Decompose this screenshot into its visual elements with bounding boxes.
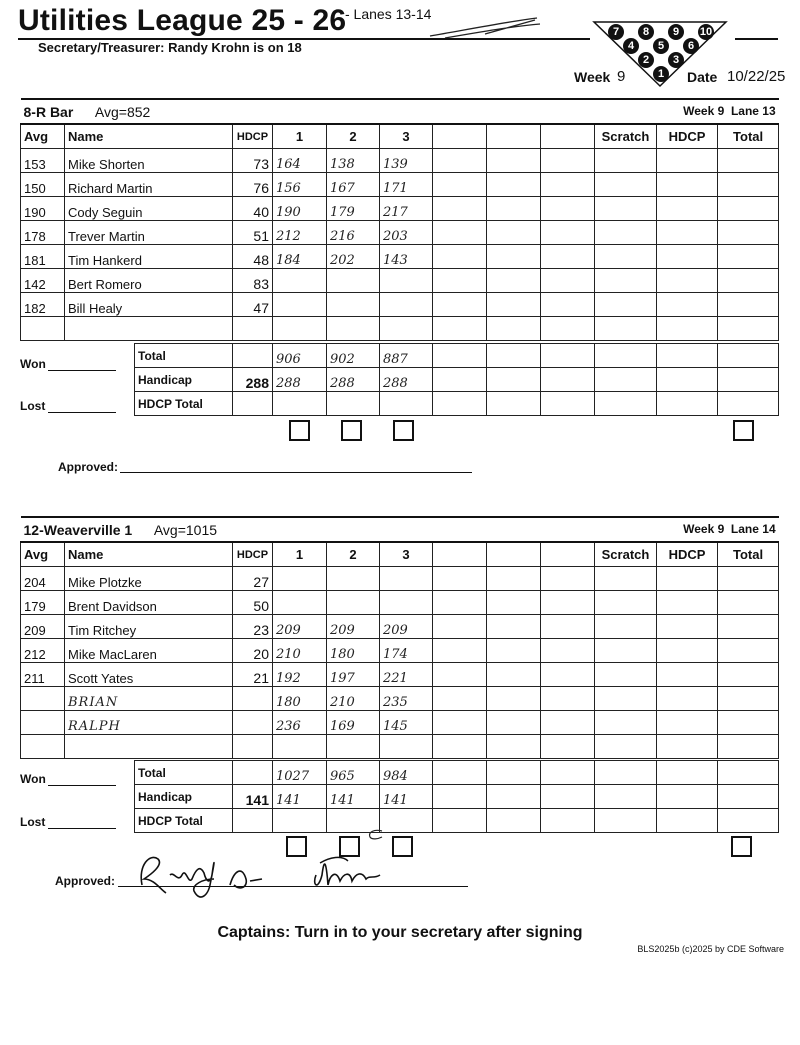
secretary-note: Secretary/Treasurer: Randy Krohn is on 18 <box>38 40 302 55</box>
handicap-game3[interactable]: 141 <box>380 785 433 809</box>
player-avg: 212 <box>21 639 65 663</box>
won-label: Won <box>20 357 46 371</box>
table-row <box>21 197 779 221</box>
pin-6: 6 <box>683 38 699 54</box>
game2-score[interactable] <box>327 567 380 591</box>
game3-score[interactable]: 217 <box>380 197 433 221</box>
pin-1: 1 <box>653 66 669 82</box>
table-row <box>21 591 779 615</box>
sub-player-name[interactable]: BRIAN <box>65 687 233 711</box>
lost-line[interactable] <box>48 412 116 413</box>
game3-score[interactable] <box>380 567 433 591</box>
game2-score[interactable]: 179 <box>327 197 380 221</box>
hdcp-total-label: HDCP Total <box>135 392 233 416</box>
handicap-label: Handicap <box>135 785 233 809</box>
player-hdcp: 47 <box>233 293 273 317</box>
table-row-sub <box>21 687 779 711</box>
game1-score[interactable] <box>273 269 327 293</box>
player-name: Mike Plotzke <box>65 567 233 591</box>
game1-score[interactable] <box>273 591 327 615</box>
game1-score[interactable] <box>273 567 327 591</box>
team2-totals-table <box>134 760 779 833</box>
pin-9: 9 <box>668 24 684 40</box>
player-hdcp: 40 <box>233 197 273 221</box>
player-avg: 181 <box>21 245 65 269</box>
player-name: Brent Davidson <box>65 591 233 615</box>
col-game1: 1 <box>273 542 327 567</box>
game2-score[interactable]: 180 <box>327 639 380 663</box>
table-row <box>21 173 779 197</box>
week-value: 9 <box>617 68 626 85</box>
approved-signature-line[interactable] <box>120 472 472 473</box>
lost-line[interactable] <box>48 828 116 829</box>
game3-score[interactable] <box>380 269 433 293</box>
player-hdcp: 83 <box>233 269 273 293</box>
col-hdcp: HDCP <box>233 542 273 567</box>
total-game3[interactable]: 984 <box>380 761 433 785</box>
player-avg: 179 <box>21 591 65 615</box>
col-game3: 3 <box>380 542 433 567</box>
handicap-label: Handicap <box>135 368 233 392</box>
player-hdcp: 51 <box>233 221 273 245</box>
game3-score[interactable]: 203 <box>380 221 433 245</box>
col-game2: 2 <box>327 542 380 567</box>
game3-score[interactable]: 171 <box>380 173 433 197</box>
game2-score[interactable]: 216 <box>327 221 380 245</box>
col-blank <box>487 124 541 149</box>
game1-score[interactable]: 180 <box>273 687 327 711</box>
total-game2[interactable]: 902 <box>327 344 380 368</box>
hdcp-total-label: HDCP Total <box>135 809 233 833</box>
handicap-game2[interactable]: 141 <box>327 785 380 809</box>
pin-5: 5 <box>653 38 669 54</box>
total-checkbox[interactable] <box>731 836 752 857</box>
game3-score[interactable]: 221 <box>380 663 433 687</box>
col-name: Name <box>65 124 233 149</box>
table-row <box>21 639 779 663</box>
approved-label: Approved: <box>55 874 115 888</box>
game2-score[interactable]: 169 <box>327 711 380 735</box>
col-blank <box>433 124 487 149</box>
game1-score[interactable]: 209 <box>273 615 327 639</box>
table-row <box>21 567 779 591</box>
game1-score[interactable]: 236 <box>273 711 327 735</box>
col-hdcp: HDCP <box>233 124 273 149</box>
handicap-game1[interactable]: 141 <box>273 785 327 809</box>
team1-week-lane: Week 9 Lane 13 <box>683 103 776 118</box>
game3-score[interactable]: 209 <box>380 615 433 639</box>
player-avg: 211 <box>21 663 65 687</box>
player-hdcp: 20 <box>233 639 273 663</box>
team1-avg: Avg=852 <box>94 103 151 120</box>
player-avg: 204 <box>21 567 65 591</box>
table-row-empty <box>21 735 779 759</box>
handicap-game2[interactable]: 288 <box>327 368 380 392</box>
player-name: Richard Martin <box>65 173 233 197</box>
team1-score-table <box>20 98 779 341</box>
game3-score[interactable] <box>380 591 433 615</box>
player-name: Cody Seguin <box>65 197 233 221</box>
title-underline-right <box>735 38 778 40</box>
table-row <box>21 269 779 293</box>
game3-score[interactable]: 174 <box>380 639 433 663</box>
player-avg: 150 <box>21 173 65 197</box>
total-game1[interactable]: 1027 <box>273 761 327 785</box>
player-hdcp: 23 <box>233 615 273 639</box>
pin-7: 7 <box>608 24 624 40</box>
team2-week-lane: Week 9 Lane 14 <box>683 521 776 536</box>
team1-totals-table <box>134 343 779 416</box>
game3-checkbox[interactable] <box>392 836 413 857</box>
game3-score[interactable]: 143 <box>380 245 433 269</box>
lanes-label: - Lanes 13-14 <box>345 6 432 22</box>
lost-label: Lost <box>20 399 46 413</box>
won-line[interactable] <box>48 785 116 786</box>
col-game3: 3 <box>380 124 433 149</box>
handicap-game3[interactable]: 288 <box>380 368 433 392</box>
pin-10: 10 <box>699 26 713 38</box>
col-game1: 1 <box>273 124 327 149</box>
team1-header <box>21 99 779 124</box>
player-avg: 178 <box>21 221 65 245</box>
date-value: 10/22/25 <box>727 68 786 85</box>
table-row <box>21 149 779 173</box>
handicap-game1[interactable]: 288 <box>273 368 327 392</box>
game2-score[interactable]: 209 <box>327 615 380 639</box>
team2-avg: Avg=1015 <box>153 521 218 538</box>
player-avg: 142 <box>21 269 65 293</box>
player-name: Scott Yates <box>65 663 233 687</box>
game3-score[interactable]: 139 <box>380 149 433 173</box>
total-game3[interactable]: 887 <box>380 344 433 368</box>
won-line[interactable] <box>48 370 116 371</box>
player-avg: 209 <box>21 615 65 639</box>
pin-3: 3 <box>668 52 684 68</box>
table-row <box>21 663 779 687</box>
game2-score[interactable]: 167 <box>327 173 380 197</box>
player-hdcp: 50 <box>233 591 273 615</box>
table-row <box>21 221 779 245</box>
team2-name: 12-Weaverville 1 <box>23 521 133 538</box>
team-handicap-value: 141 <box>233 785 273 809</box>
game1-score[interactable]: 192 <box>273 663 327 687</box>
game3-score[interactable]: 235 <box>380 687 433 711</box>
game2-score[interactable]: 197 <box>327 663 380 687</box>
game1-score[interactable]: 190 <box>273 197 327 221</box>
handwritten-signature <box>130 845 390 907</box>
player-avg: 190 <box>21 197 65 221</box>
total-label: Total <box>135 344 233 368</box>
game2-score[interactable]: 210 <box>327 687 380 711</box>
game3-checkbox[interactable] <box>393 420 414 441</box>
game3-score[interactable]: 145 <box>380 711 433 735</box>
col-scratch: Scratch <box>595 542 657 567</box>
col-name: Name <box>65 542 233 567</box>
pin-4: 4 <box>623 38 639 54</box>
table-row-empty <box>21 317 779 341</box>
game1-score[interactable] <box>273 293 327 317</box>
game1-score[interactable]: 164 <box>273 149 327 173</box>
game2-score[interactable]: 202 <box>327 245 380 269</box>
player-hdcp: 48 <box>233 245 273 269</box>
player-name: Bert Romero <box>65 269 233 293</box>
col-game2: 2 <box>327 124 380 149</box>
table-row <box>21 245 779 269</box>
game2-score[interactable]: 138 <box>327 149 380 173</box>
total-game1[interactable]: 906 <box>273 344 327 368</box>
software-copyright: BLS2025b (c)2025 by CDE Software <box>637 944 784 954</box>
game2-checkbox[interactable] <box>341 420 362 441</box>
col-avg: Avg <box>21 124 65 149</box>
table-row <box>21 615 779 639</box>
date-label: Date <box>687 69 718 85</box>
captains-instruction: Captains: Turn in to your secretary after signing <box>217 924 583 941</box>
table-row <box>21 293 779 317</box>
player-hdcp: 27 <box>233 567 273 591</box>
game1-score[interactable]: 212 <box>273 221 327 245</box>
col-total: Total <box>718 124 779 149</box>
col-scratch: Scratch <box>595 124 657 149</box>
pin-8: 8 <box>638 24 654 40</box>
total-checkbox[interactable] <box>733 420 754 441</box>
checkbox-mark-stroke <box>364 828 386 842</box>
approved-label: Approved: <box>58 460 118 474</box>
player-avg: 153 <box>21 149 65 173</box>
league-title: Utilities League 25 - 26 <box>18 4 347 37</box>
player-name: Bill Healy <box>65 293 233 317</box>
game1-score[interactable]: 210 <box>273 639 327 663</box>
game3-score[interactable] <box>380 293 433 317</box>
player-name: Mike Shorten <box>65 149 233 173</box>
game1-checkbox[interactable] <box>289 420 310 441</box>
col-avg: Avg <box>21 542 65 567</box>
player-hdcp: 21 <box>233 663 273 687</box>
col-total: Total <box>718 542 779 567</box>
col-hdcp-total: HDCP <box>657 124 718 149</box>
game1-score[interactable]: 156 <box>273 173 327 197</box>
player-name: Tim Ritchey <box>65 615 233 639</box>
player-avg: 182 <box>21 293 65 317</box>
total-label: Total <box>135 761 233 785</box>
player-hdcp: 73 <box>233 149 273 173</box>
player-name: Trever Martin <box>65 221 233 245</box>
pin-2: 2 <box>638 52 654 68</box>
col-blank <box>541 124 595 149</box>
won-label: Won <box>20 772 46 786</box>
table-row-sub <box>21 711 779 735</box>
team-handicap-value: 288 <box>233 368 273 392</box>
week-label: Week <box>574 69 611 85</box>
player-hdcp: 76 <box>233 173 273 197</box>
player-name: Mike MacLaren <box>65 639 233 663</box>
team2-header <box>21 517 779 542</box>
team2-score-table <box>20 516 779 759</box>
col-hdcp-total: HDCP <box>657 542 718 567</box>
game2-score[interactable] <box>327 591 380 615</box>
game1-score[interactable]: 184 <box>273 245 327 269</box>
lost-label: Lost <box>20 815 46 829</box>
team1-name: 8-R Bar <box>23 103 74 120</box>
game2-score[interactable] <box>327 269 380 293</box>
player-name: Tim Hankerd <box>65 245 233 269</box>
total-game2[interactable]: 965 <box>327 761 380 785</box>
game2-score[interactable] <box>327 293 380 317</box>
sub-player-name[interactable]: RALPH <box>65 711 233 735</box>
